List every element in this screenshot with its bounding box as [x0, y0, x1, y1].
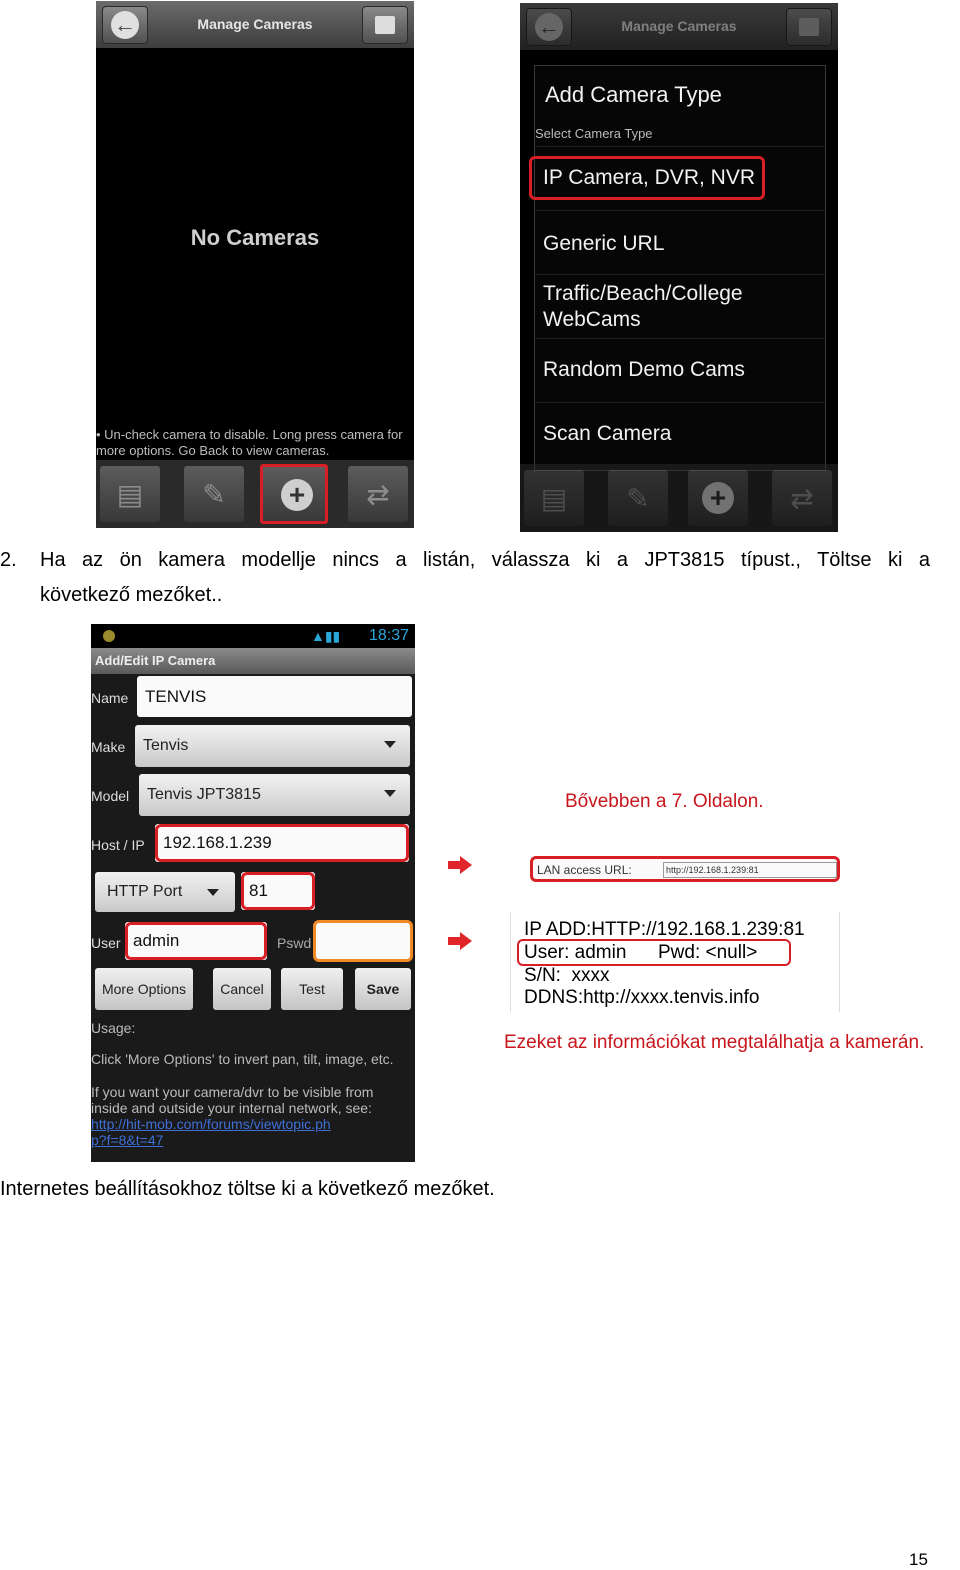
- lan-url-box: [530, 856, 840, 882]
- lan-url-label: LAN access URL:: [537, 863, 632, 877]
- shuffle-button[interactable]: [348, 466, 408, 522]
- back-arrow-icon: ←: [111, 11, 139, 39]
- option-label: Generic URL: [543, 232, 665, 255]
- model-label: Model: [91, 788, 130, 804]
- arrow-right-icon: [448, 856, 472, 874]
- save-button[interactable]: Save: [355, 968, 411, 1010]
- label-pwd: Pwd: <null>: [658, 942, 758, 963]
- edit-button[interactable]: [608, 470, 668, 526]
- option-scan-camera[interactable]: [535, 402, 825, 467]
- title-bar: [96, 1, 414, 48]
- title-bar: [520, 3, 838, 50]
- add-camera-button[interactable]: [260, 464, 328, 524]
- option-demo-cams[interactable]: [535, 338, 825, 403]
- port-input[interactable]: 81: [241, 872, 315, 910]
- name-input[interactable]: TENVIS: [137, 676, 412, 717]
- label-ddns: DDNS:http://xxxx.tenvis.info: [524, 987, 760, 1008]
- make-label: Make: [91, 739, 126, 755]
- form-header: [91, 648, 415, 674]
- menu-button[interactable]: [362, 6, 408, 44]
- make-select[interactable]: [135, 725, 410, 767]
- delete-button[interactable]: [524, 470, 584, 526]
- page-number: 15: [909, 1550, 928, 1569]
- model-select[interactable]: [139, 774, 410, 816]
- usage-title: Usage:: [91, 1020, 136, 1036]
- delete-button[interactable]: [100, 466, 160, 522]
- shuffle-button[interactable]: [772, 470, 832, 526]
- user-label: User: [91, 935, 121, 951]
- add-camera-button[interactable]: [688, 470, 748, 526]
- status-bar: [91, 624, 415, 648]
- option-label: Random Demo Cams: [543, 358, 745, 381]
- port-highlight: [241, 872, 315, 910]
- back-arrow-icon: ←: [535, 13, 563, 41]
- name-label: Name: [91, 690, 129, 706]
- app-status-icon: [103, 630, 115, 642]
- password-highlight: [313, 920, 413, 962]
- plus-icon: +: [281, 479, 313, 511]
- user-highlight: [125, 922, 267, 960]
- option-label: Traffic/Beach/College WebCams: [543, 282, 743, 331]
- label-sn: S/N: xxxx: [524, 965, 610, 986]
- camera-info-note: Ezeket az információkat megtalálhatja a kamerán.: [504, 1032, 925, 1053]
- screen-title: Manage Cameras: [197, 16, 313, 32]
- signal-icon: ▲▮▮: [311, 628, 341, 644]
- shuffle-icon: ⇄: [790, 483, 814, 514]
- add-camera-type-screenshot: [520, 3, 838, 532]
- plus-icon: +: [702, 482, 734, 514]
- host-input[interactable]: 192.168.1.239: [155, 824, 409, 862]
- label-user: User: admin: [524, 942, 627, 963]
- action-bar: [520, 464, 838, 532]
- option-label: Scan Camera: [543, 422, 672, 445]
- dropdown-arrow-icon: [384, 741, 396, 748]
- status-time: 18:37: [368, 627, 409, 644]
- empty-state-label: No Cameras: [190, 225, 320, 250]
- host-label: Host / IP: [91, 837, 145, 853]
- arrow-right-icon: [448, 932, 472, 950]
- instruction-line-2: következő mezőket..: [40, 584, 223, 606]
- step-number: 2.: [0, 549, 17, 571]
- form-header-label: Add/Edit IP Camera: [95, 653, 216, 668]
- protocol-select[interactable]: [95, 872, 235, 912]
- host-highlight: [155, 824, 409, 862]
- dropdown-arrow-icon: [384, 790, 396, 797]
- trash-icon: ▤: [116, 479, 144, 510]
- trash-icon: ▤: [540, 483, 568, 514]
- menu-button[interactable]: [786, 8, 832, 46]
- lan-url-value: http://192.168.1.239:81: [663, 862, 837, 878]
- dropdown-arrow-icon: [207, 889, 219, 896]
- pencil-icon: ✎: [626, 483, 650, 514]
- edit-button[interactable]: [184, 466, 244, 522]
- label-ip: IP ADD:HTTP://192.168.1.239:81: [524, 919, 805, 940]
- shuffle-icon: ⇄: [366, 479, 390, 510]
- user-input[interactable]: admin: [125, 922, 267, 960]
- cancel-button[interactable]: Cancel: [213, 968, 271, 1010]
- camera-type-dialog: [534, 65, 826, 471]
- help-link[interactable]: http://hit-mob.com/forums/viewtopic.php?f=8&t=47: [91, 1116, 331, 1148]
- instruction-line-1: Ha az ön kamera modellje nincs a listán, válassza ki a JPT3815 típust., Töltse ki a: [40, 549, 930, 571]
- highlight-ip-camera: [529, 156, 765, 200]
- option-label: IP Camera, DVR, NVR: [543, 166, 755, 189]
- hint-text: • Un-check camera to disable. Long press camera for more options. Go Back to view cameras.: [96, 427, 403, 458]
- more-info-note: Bővebben a 7. Oldalon.: [565, 791, 764, 812]
- menu-icon: [375, 16, 395, 34]
- usage-text-2: If you want your camera/dvr to be visible from inside and outside your internal network, see:: [91, 1084, 374, 1116]
- model-value: Tenvis JPT3815: [147, 786, 261, 803]
- screen-title: Manage Cameras: [621, 18, 737, 34]
- pencil-icon: ✎: [202, 479, 226, 510]
- device-label: [510, 912, 840, 1012]
- usage-text-1: Click 'More Options' to invert pan, tilt, image, etc.: [91, 1051, 394, 1067]
- option-generic-url[interactable]: [535, 210, 825, 275]
- manage-cameras-screenshot: [96, 1, 414, 528]
- dialog-subtitle: Select Camera Type: [535, 126, 653, 141]
- protocol-value: HTTP Port: [107, 883, 183, 900]
- test-button[interactable]: Test: [281, 968, 343, 1010]
- more-options-button[interactable]: More Options: [95, 968, 193, 1010]
- dialog-title: Add Camera Type: [545, 82, 722, 107]
- make-value: Tenvis: [143, 737, 189, 754]
- pswd-label: Pswd: [277, 935, 312, 951]
- option-webcams[interactable]: [535, 274, 825, 339]
- action-bar: [96, 460, 414, 528]
- credentials-highlight: [517, 939, 791, 966]
- menu-icon: [799, 18, 819, 36]
- add-edit-camera-screenshot: [91, 624, 415, 1162]
- settings-instruction: Internetes beállításokhoz töltse ki a következő mezőket.: [0, 1178, 495, 1200]
